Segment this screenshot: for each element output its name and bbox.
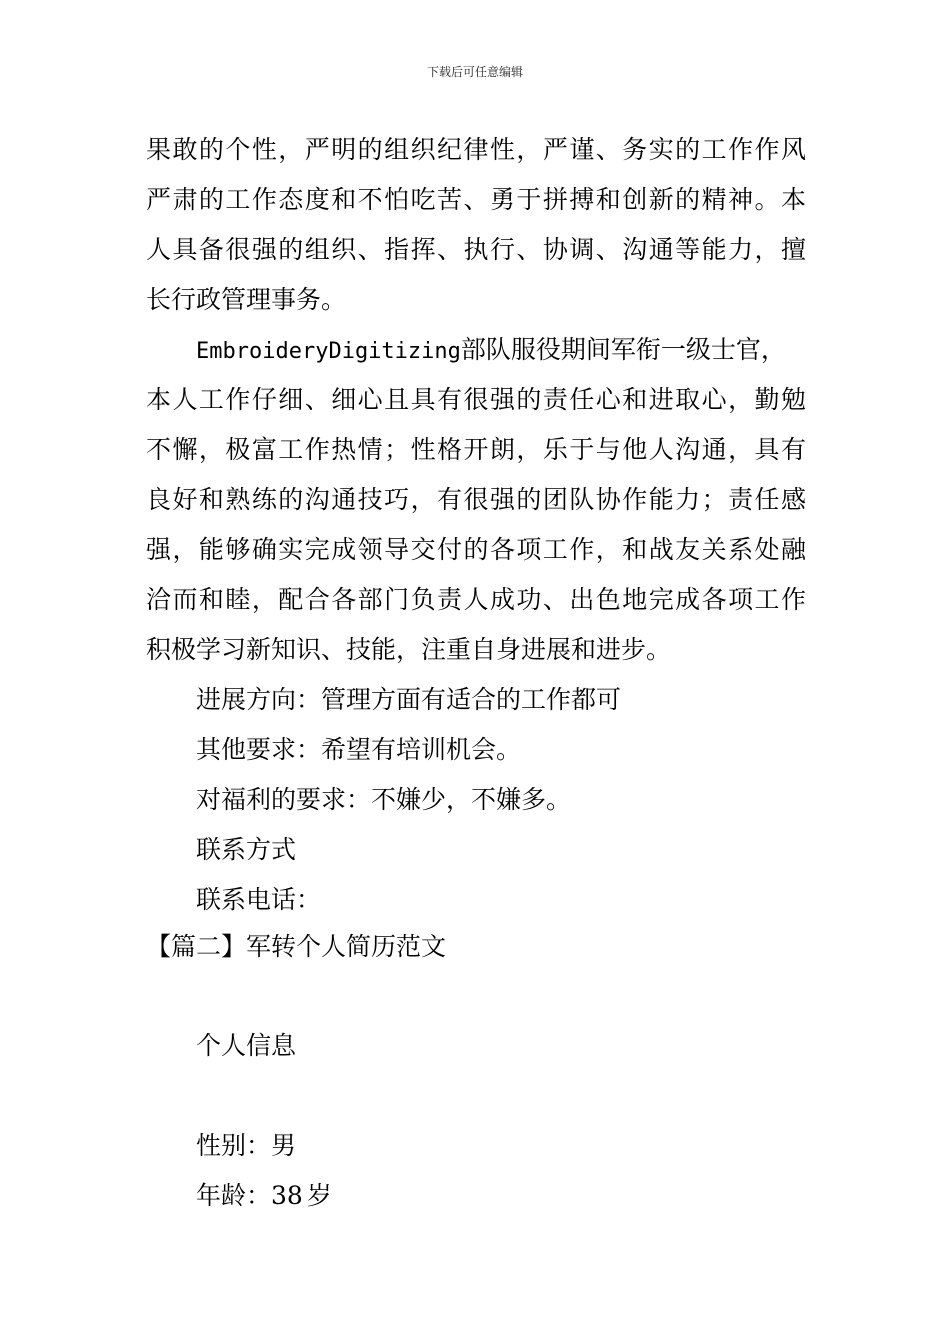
- paragraph-line: 人具备很强的组织、指挥、执行、协调、沟通等能力，擅: [146, 235, 806, 264]
- personal-info-heading: 个人信息: [196, 1031, 297, 1060]
- other-requirements: 其他要求：希望有培训机会。: [196, 735, 522, 764]
- first-line-text: 部队服役期间军衔一级士官，: [460, 335, 786, 364]
- paragraph-line: 长行政管理事务。: [146, 285, 347, 314]
- paragraph-line: 果敢的个性，严明的组织纪律性，严谨、务实的工作作风: [146, 135, 806, 164]
- age-value: 38: [271, 1181, 303, 1210]
- latin-term: EmbroideryDigitizing: [196, 339, 461, 364]
- paragraph-line: 洽而和睦，配合各部门负责人成功、出色地完成各项工作: [146, 585, 806, 614]
- paragraph-line: 本人工作仔细、细心且具有很强的责任心和进取心，勤勉: [146, 385, 806, 414]
- section-title: 【篇二】军转个人简历范文: [146, 932, 447, 961]
- development-direction: 进展方向：管理方面有适合的工作都可: [196, 685, 622, 714]
- paragraph-line: 强，能够确实完成领导交付的各项工作，和战友关系处融: [146, 535, 806, 564]
- paragraph-line: 良好和熟练的沟通技巧，有很强的团队协作能力；责任感: [146, 485, 806, 514]
- paragraph-line: 积极学习新知识、技能，注重自身进展和进步。: [146, 635, 672, 664]
- contact-heading: 联系方式: [196, 835, 297, 864]
- gender-field: 性别：男: [196, 1131, 297, 1160]
- age-label: 年龄：: [196, 1181, 272, 1210]
- page-header: 下载后可任意编辑: [426, 65, 523, 79]
- age-unit: 岁: [306, 1181, 332, 1210]
- age-field: [196, 1171, 806, 1221]
- contact-phone: 联系电话：: [196, 885, 322, 914]
- paragraph-line: 不懈，极富工作热情；性格开朗，乐于与他人沟通，具有: [146, 435, 806, 464]
- welfare-requirements: 对福利的要求：不嫌少，不嫌多。: [196, 785, 572, 814]
- paragraph-first-line: [196, 325, 806, 375]
- paragraph-line: 严肃的工作态度和不怕吃苦、勇于拼搏和创新的精神。本: [146, 185, 806, 214]
